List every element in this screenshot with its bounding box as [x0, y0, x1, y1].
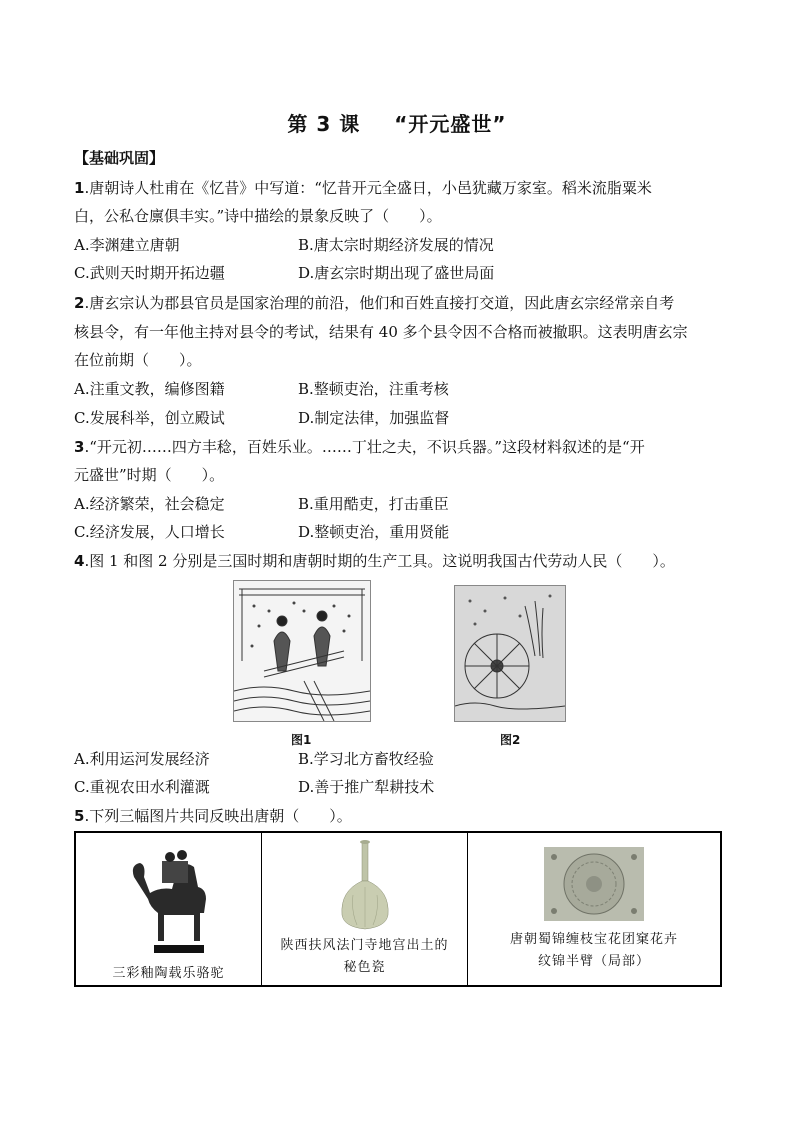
porcelain-caption-line1: 陕西扶风法门寺地宫出土的: [280, 938, 449, 953]
camel-caption: 三彩釉陶载乐骆驼: [112, 966, 225, 981]
lesson-number: 第 3 课: [287, 112, 361, 136]
q4-text1: .图 1 和图 2 分别是三国时期和唐朝时期的生产工具。这说明我国古代劳动人民（ ）。: [84, 552, 675, 570]
q3-text1: .“开元初……四方丰稔，百姓乐业。……丁壮之夫，不识兵器。”这段材料叙述的是“开: [84, 438, 645, 456]
q2-option-d: D.制定法律，加强监督: [298, 409, 450, 427]
q3-option-d: D.整顿吏治，重用贤能: [298, 523, 450, 541]
tricolor-camel-image: [124, 847, 214, 959]
q4-option-b: B.学习北方畜牧经验: [298, 750, 434, 768]
lesson-title: [0, 108, 794, 137]
q1-line1: [74, 178, 652, 198]
q2-text1: .唐玄宗认为郡县官员是国家治理的前沿，他们和百姓直接打交道，因此唐玄宗经常亲自考: [84, 294, 675, 312]
q3-option-c: C.经济发展，人口增长: [74, 523, 225, 541]
q4-line1: [74, 551, 675, 571]
q2-option-b: B.整顿吏治，注重考核: [298, 380, 449, 398]
q4-option-d: D.善于推广犁耕技术: [298, 778, 435, 796]
artifact-cell-camel: [75, 832, 262, 986]
q3-option-b: B.重用酷吏，打击重臣: [298, 495, 449, 513]
q3-option-a: A.经济繁荣，社会稳定: [74, 495, 225, 513]
q1-option-d: D.唐玄宗时期出现了盛世局面: [298, 264, 495, 282]
q1-option-a: A.李渊建立唐朝: [74, 236, 180, 254]
lesson-name: “开元盛世”: [394, 112, 507, 136]
artifact-cell-porcelain: [262, 832, 468, 986]
porcelain-caption-line2: 秘色瓷: [343, 960, 386, 975]
q1-line2: 白，公私仓廪俱丰实。”诗中描绘的景象反映了（ ）。: [74, 207, 442, 225]
figure-1-drawing: [234, 581, 370, 721]
q5-line1: [74, 806, 352, 826]
q2-option-a: A.注重文教，编修图籍: [74, 380, 225, 398]
q2-line1: [74, 293, 674, 313]
q3-line1: [74, 437, 645, 457]
shu-brocade-image: [544, 847, 644, 921]
q4-option-c: C.重视农田水利灌溉: [74, 778, 210, 796]
q3-number: 3: [74, 438, 85, 456]
figure-1-caption: 图1: [291, 733, 312, 747]
q2-line2: 核县令，有一年他主持对县令的考试，结果有 40 多个县令因不合格而被撤职。这表明唐玄宗: [74, 323, 688, 341]
q4-option-a: A.利用运河发展经济: [74, 750, 210, 768]
figure-2-illustration: [454, 585, 566, 722]
q1-option-b: B.唐太宗时期经济发展的情况: [298, 236, 494, 254]
figure-2-caption: 图2: [500, 733, 521, 747]
q1-number: 1: [74, 179, 85, 197]
q1-text1: .唐朝诗人杜甫在《忆昔》中写道：“忆昔开元全盛日，小邑犹藏万家室。稻米流脂粟米: [84, 179, 652, 197]
q2-line3: 在位前期（ ）。: [74, 351, 202, 369]
q5-number: 5: [74, 807, 85, 825]
brocade-caption-line1: 唐朝蜀锦缠枝宝花团窠花卉: [509, 932, 678, 947]
q4-number: 4: [74, 552, 85, 570]
artifact-table: [74, 831, 722, 987]
section-heading: 【基础巩固】: [74, 149, 165, 167]
brocade-caption-line2: 纹锦半臂（局部）: [537, 954, 650, 969]
celadon-vase-image: [335, 839, 395, 931]
figure-1-illustration: [233, 580, 371, 722]
q2-option-c: C.发展科举，创立殿试: [74, 409, 225, 427]
q3-line2: 元盛世”时期（ ）。: [74, 466, 225, 484]
q5-text1: .下列三幅图片共同反映出唐朝（ ）。: [84, 807, 352, 825]
q2-number: 2: [74, 294, 85, 312]
figure-2-drawing: [455, 586, 565, 721]
artifact-cell-brocade: [468, 832, 722, 986]
q1-option-c: C.武则天时期开拓边疆: [74, 264, 225, 282]
